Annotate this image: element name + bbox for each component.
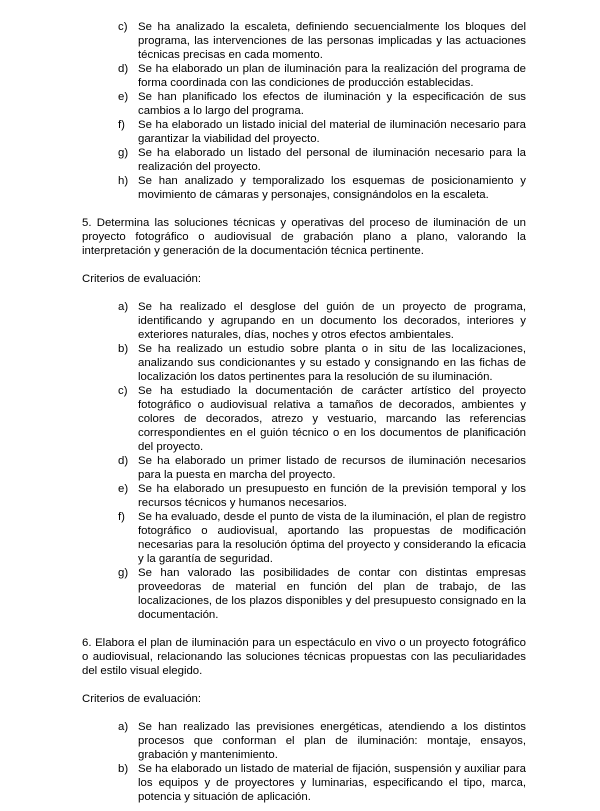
criteria-list-section6 [82, 720, 526, 804]
list-item [82, 510, 526, 566]
item-text: Se ha elaborado un presupuesto en función de la previsión temporal y los recursos técnicos y humanos necesarios. [138, 483, 526, 509]
section-5-criteria-label: Criterios de evaluación: [82, 273, 202, 285]
item-letter: a) [118, 301, 129, 313]
item-letter: c) [118, 385, 128, 397]
list-item [82, 720, 526, 762]
page-content [82, 20, 526, 804]
item-text: Se ha analizado la escaleta, definiendo secuencialmente los bloques del programa, las intervenciones de las personas implicadas y las actuaciones técnicas precisas en cada momento. [138, 21, 526, 61]
list-item [82, 384, 526, 454]
item-letter: h) [118, 175, 129, 187]
list-item [82, 300, 526, 342]
item-text: Se ha evaluado, desde el punto de vista de la iluminación, el plan de registro fotográfico o audiovisual, aportando las propuestas de modificación necesarias para la resolución óptima del proyecto y considerando la eficacia y la garantía de seguridad. [138, 511, 526, 565]
item-letter: c) [118, 21, 128, 33]
list-item [82, 20, 526, 62]
criteria-list-section5 [82, 300, 526, 622]
list-item [82, 90, 526, 118]
item-letter: g) [118, 147, 129, 159]
item-text: Se han valorado las posibilidades de contar con distintas empresas proveedoras de material en función del plan de trabajo, de las localizaciones, de los plazos disponibles y del presupuesto consignado en la documentación. [138, 567, 526, 621]
item-text: Se han realizado las previsiones energéticas, atendiendo a los distintos procesos que conforman el plan de iluminación: montaje, ensayos, grabación y mantenimiento. [138, 721, 526, 761]
item-text: Se ha elaborado un plan de iluminación para la realización del programa de forma coordinada con las condiciones de producción establecidas. [138, 63, 526, 89]
item-text: Se ha elaborado un listado del personal de iluminación necesario para la realización del proyecto. [138, 147, 526, 173]
list-item [82, 762, 526, 804]
item-letter: d) [118, 63, 129, 75]
item-text: Se ha elaborado un listado de material de fijación, suspensión y auxiliar para los equipos y de proyectores y luminarias, especificando el tipo, marca, potencia y situación de aplicación. [138, 763, 526, 803]
item-letter: f) [118, 511, 125, 523]
item-text: Se ha elaborado un listado inicial del material de iluminación necesario para garantizar la viabilidad del proyecto. [138, 119, 526, 145]
list-item [82, 146, 526, 174]
list-item [82, 482, 526, 510]
item-text: Se han planificado los efectos de iluminación y la especificación de sus cambios a lo largo del programa. [138, 91, 526, 117]
list-item [82, 342, 526, 384]
list-item [82, 62, 526, 90]
list-item [82, 454, 526, 482]
item-letter: b) [118, 763, 129, 775]
item-letter: d) [118, 455, 129, 467]
list-item [82, 118, 526, 146]
item-text: Se han analizado y temporalizado los esquemas de posicionamiento y movimiento de cámaras y personajes, consignándolos en la escaleta. [138, 175, 526, 201]
item-letter: a) [118, 721, 129, 733]
item-text: Se ha realizado un estudio sobre planta o in situ de las localizaciones, analizando sus condicionantes y su estado y consignando en las fichas de localización los datos pertinentes para la resolución de su iluminación. [138, 343, 526, 383]
list-item [82, 174, 526, 202]
item-text: Se ha estudiado la documentación de carácter artístico del proyecto fotográfico o audiovisual relativa a tamaños de decorados, ambientes y colores de decorados, atrezo y vestuario, marcando las referencias correspondientes en el guión técnico o en los documentos de planificación del proyecto. [138, 385, 526, 453]
section-6-heading: 6. Elabora el plan de iluminación para un espectáculo en vivo o un proyecto fotográfico o audiovisual, relacionando las soluciones técnicas propuestas con las peculiaridades del estilo visual elegido. [82, 637, 526, 677]
item-letter: e) [118, 91, 129, 103]
section-5-heading: 5. Determina las soluciones técnicas y operativas del proceso de iluminación de un proyecto fotográfico o audiovisual de grabación plano a plano, valorando la interpretación y generación de la documentación técnica pertinente. [82, 217, 526, 257]
section-6-criteria-label: Criterios de evaluación: [82, 693, 202, 705]
item-letter: b) [118, 343, 129, 355]
item-letter: f) [118, 119, 125, 131]
item-letter: g) [118, 567, 129, 579]
item-text: Se ha elaborado un primer listado de recursos de iluminación necesarios para la puesta en marcha del proyecto. [138, 455, 526, 481]
item-letter: e) [118, 483, 129, 495]
item-text: Se ha realizado el desglose del guión de un proyecto de programa, identificando y agrupando en un documento los decorados, interiores y exteriores naturales, días, noches y otros efectos ambientales. [138, 301, 526, 341]
criteria-list-section4 [82, 20, 526, 202]
list-item [82, 566, 526, 622]
